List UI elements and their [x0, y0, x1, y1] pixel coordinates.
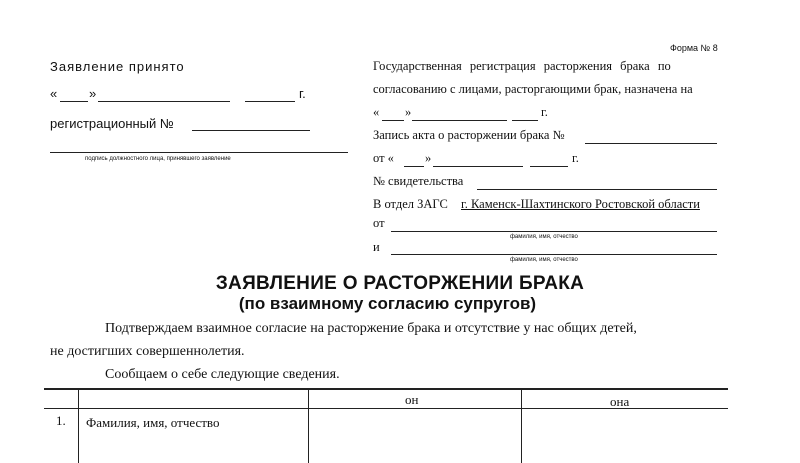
zags-value: г. Каменск-Шахтинского Ростовской области — [461, 197, 700, 211]
appointed-day-line[interactable] — [382, 120, 404, 121]
from-fio-line[interactable] — [391, 231, 717, 232]
appointed-year-line[interactable] — [512, 120, 538, 121]
paragraph-2: Сообщаем о себе следующие сведения. — [105, 367, 340, 382]
act-record-label: Запись акта о расторжении брака № — [373, 128, 565, 142]
paragraph-1a: Подтверждаем взаимное согласие на расторжение брака и отсутствие у нас общих детей, — [105, 321, 637, 336]
reg-number-line[interactable] — [192, 130, 310, 131]
and-fio-line[interactable] — [391, 254, 717, 255]
table-row-1-label: Фамилия, имя, отчество — [86, 415, 220, 430]
paragraph-1b: не достигших совершеннолетия. — [50, 344, 245, 359]
table-row-1-she-cell[interactable] — [522, 409, 727, 463]
registration-line-1: Государственная регистрация расторжения брака по — [373, 59, 671, 73]
accepted-month-line[interactable] — [98, 101, 230, 102]
table-row-1-he-cell[interactable] — [309, 409, 520, 463]
form-number: Форма № 8 — [670, 43, 718, 53]
act-from-open: от « — [373, 151, 394, 165]
accepted-year-line[interactable] — [245, 101, 295, 102]
document-title: ЗАЯВЛЕНИЕ О РАСТОРЖЕНИИ БРАКА — [215, 273, 585, 294]
signature-caption: подпись должностного лица, принявшего заявление — [85, 156, 231, 162]
appointed-year-suffix: г. — [541, 105, 548, 119]
accepted-year-suffix: г. — [299, 86, 306, 101]
appointed-month-line[interactable] — [412, 120, 507, 121]
table-header-he: он — [405, 392, 419, 407]
act-month-line[interactable] — [433, 166, 523, 167]
table-top-border — [44, 388, 728, 390]
act-record-line[interactable] — [585, 143, 717, 144]
appointed-date-close: » — [405, 105, 412, 119]
accepted-date-open: « — [50, 86, 58, 101]
accepted-day-line[interactable] — [60, 101, 88, 102]
registration-line-2: согласованию с лицами, расторгающими брак, назначена на — [373, 82, 693, 96]
fio-caption-2: фамилия, имя, отчество — [510, 257, 578, 263]
accepted-label: Заявление принято — [50, 59, 185, 74]
act-day-line[interactable] — [404, 166, 424, 167]
document-subtitle: (по взаимному согласию супругов) — [238, 294, 537, 313]
act-from-close: » — [425, 151, 432, 165]
appointed-date-open: « — [373, 105, 380, 119]
table-header-she: она — [610, 394, 630, 409]
fio-caption-1: фамилия, имя, отчество — [510, 234, 578, 240]
table-col-divider-1 — [78, 389, 79, 463]
from-label: от — [373, 216, 385, 230]
signature-line[interactable] — [50, 152, 348, 153]
accepted-date-close: » — [89, 86, 97, 101]
zags-label: В отдел ЗАГС — [373, 197, 448, 211]
reg-number-label: регистрационный № — [50, 116, 174, 131]
certificate-line[interactable] — [477, 189, 717, 190]
and-label: и — [373, 240, 380, 254]
act-year-suffix: г. — [572, 151, 579, 165]
certificate-label: № свидетельства — [373, 174, 464, 188]
table-row-1-num: 1. — [56, 413, 66, 428]
act-year-line[interactable] — [530, 166, 568, 167]
